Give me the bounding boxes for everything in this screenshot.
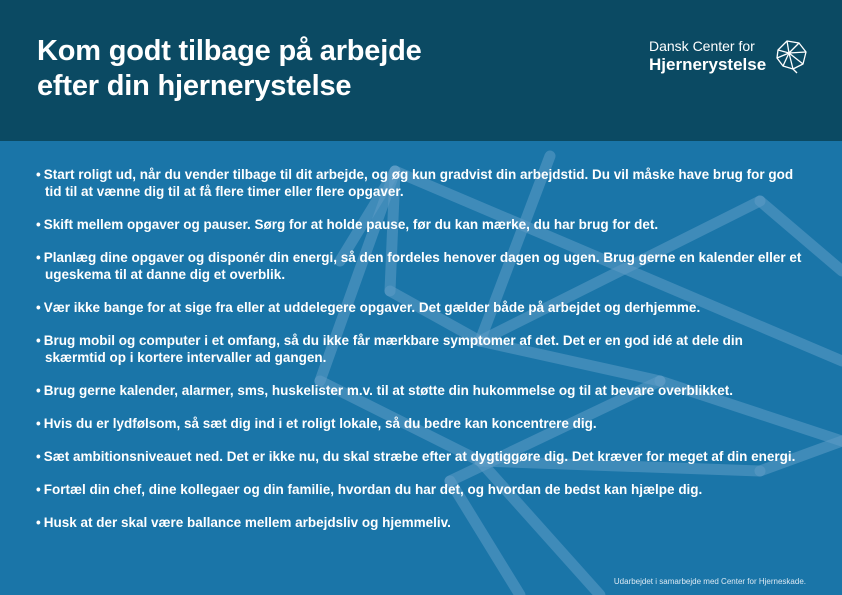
tip-text: Fortæl din chef, dine kollegaer og din familie, hvordan du har det, og hvordan de bedst kan hjælpe dig. [43,482,703,497]
tip-text: Hvis du er lydfølsom, så sæt dig ind i et roligt lokale, så du bedre kan koncentrere dig. [43,416,597,431]
list-item [36,481,806,498]
list-item [36,382,806,399]
title-line-1: Kom godt tilbage på arbejde [37,35,422,67]
bullet-icon: • [36,515,41,530]
tips-list [36,166,806,547]
title-line-2: efter din hjernerystelse [37,70,352,102]
list-item [36,299,806,316]
tip-text: Brug gerne kalender, alarmer, sms, huskelister m.v. til at støtte din hukommelse og til at bevare overblikket. [43,383,733,398]
header-band [0,0,842,141]
bullet-icon: • [36,217,41,232]
tip-text: Skift mellem opgaver og pauser. Sørg for at holde pause, før du kan mærke, du har brug for det. [43,217,659,232]
list-item [36,249,806,283]
tip-text: Sæt ambitionsniveauet ned. Det er ikke nu, du skal stræbe efter at dygtiggøre dig. Det kræver for meget af din energi. [43,449,796,464]
brain-outline-icon [775,38,807,74]
list-item [36,166,806,200]
organization-logo [649,38,809,78]
bullet-icon: • [36,482,41,497]
list-item [36,332,806,366]
bullet-icon: • [36,416,41,431]
logo-line-2: Hjernerystelse [649,55,767,74]
page-title [37,34,422,104]
bullet-icon: • [36,167,41,182]
bullet-icon: • [36,300,41,315]
tip-text: Brug mobil og computer i et omfang, så du ikke får mærkbare symptomer af det. Det er en god idé at dele din skærmtid op i kortere intervaller ad gangen. [43,333,743,365]
list-item [36,448,806,465]
footer-credit: Udarbejdet i samarbejde med Center for Hjerneskade. [613,577,806,586]
tip-text: Vær ikke bange for at sige fra eller at uddelegere opgaver. Det gælder både på arbejdet og derhjemme. [43,300,701,315]
list-item [36,216,806,233]
list-item [36,514,806,531]
logo-line-1: Dansk Center for [649,38,755,54]
bullet-icon: • [36,250,41,265]
bullet-icon: • [36,333,41,348]
tip-text: Husk at der skal være ballance mellem arbejdsliv og hjemmeliv. [43,515,451,530]
tip-text: Start roligt ud, når du vender tilbage til dit arbejde, og øg kun gradvist din arbejdstid. Du vil måske have brug for god tid til at vænne dig til at få flere timer eller flere opgaver. [43,167,794,199]
tip-text: Planlæg dine opgaver og disponér din energi, så den fordeles henover dagen og ugen. Brug gerne en kalender eller et ugeskema til at danne dig et overblik. [43,250,802,282]
list-item [36,415,806,432]
bullet-icon: • [36,449,41,464]
bullet-icon: • [36,383,41,398]
